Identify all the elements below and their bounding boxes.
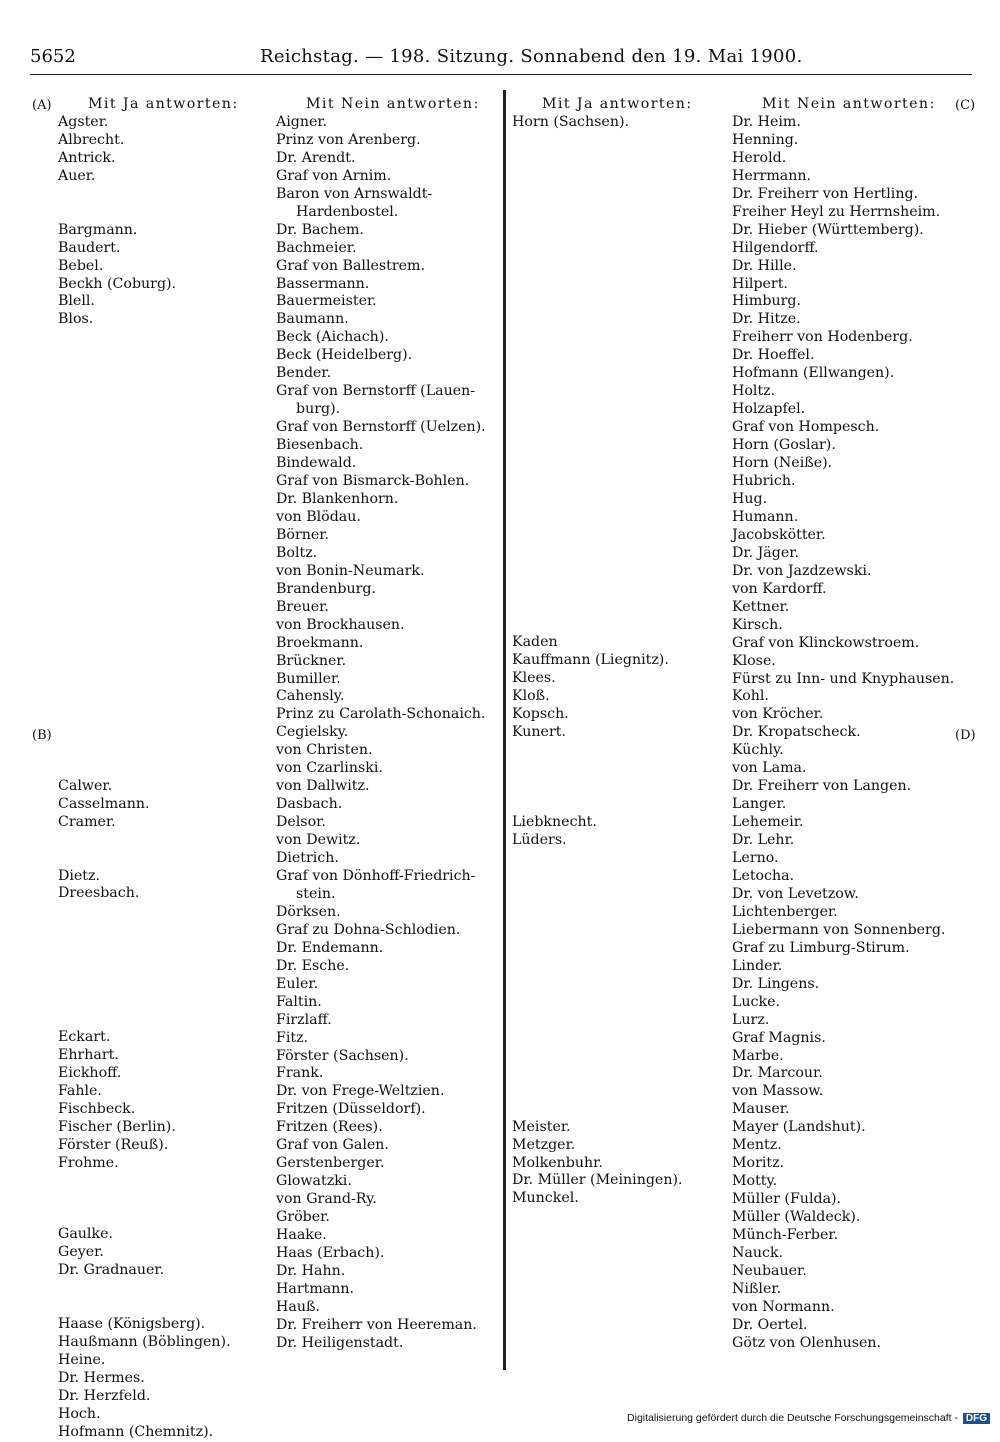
member-name: Dr. Freiherr von Hertling.	[732, 185, 919, 202]
blank-line	[58, 939, 273, 957]
member-name: von Blödau.	[276, 508, 361, 525]
blank-line	[58, 545, 273, 563]
blank-line	[58, 1011, 273, 1029]
member-name: Frank.	[276, 1065, 324, 1082]
blank-line	[58, 186, 273, 204]
member-name: Biesenbach.	[276, 437, 364, 454]
member-name: Börner.	[276, 526, 330, 543]
blank-line	[512, 742, 727, 760]
member-name: Blos.	[58, 311, 94, 328]
member-name: Horn (Neiße).	[732, 455, 833, 472]
member-name: von Dewitz.	[276, 832, 361, 849]
member-name: Bachmeier.	[276, 239, 357, 256]
member-name: Haußmann (Böblingen).	[58, 1334, 231, 1351]
member-name: Casselmann.	[58, 795, 150, 812]
blank-line	[512, 186, 727, 204]
blank-line	[58, 903, 273, 921]
member-name: Faltin.	[276, 993, 322, 1010]
blank-line	[512, 993, 727, 1011]
member-name: Götz von Olenhusen.	[732, 1334, 882, 1351]
member-name: Graf von Ballestrem.	[276, 257, 426, 274]
member-name: Dr. Hoeffel.	[732, 347, 815, 364]
margin-marker-a: (A)	[32, 98, 52, 113]
member-name: Baudert.	[58, 239, 121, 256]
member-name: Hilpert.	[732, 275, 788, 292]
member-name: Bindewald.	[276, 455, 357, 472]
member-name: Motty.	[732, 1173, 778, 1190]
blank-line	[58, 419, 273, 437]
blank-line	[58, 724, 273, 742]
member-name: Lurz.	[732, 1011, 770, 1028]
member-name: Dr. Lingens.	[732, 975, 820, 992]
member-name: Meister.	[512, 1118, 571, 1135]
member-name: Cegielsky.	[276, 724, 349, 741]
member-name: Horn (Goslar).	[732, 437, 836, 454]
member-name: Antrick.	[58, 149, 116, 166]
member-name: Beckh (Coburg).	[58, 275, 177, 292]
member-name: Fürst zu Inn- und Knyphausen.	[732, 670, 955, 687]
member-name: Dr. Endemann.	[276, 939, 384, 956]
column-ja-left	[58, 96, 273, 1442]
member-name: Himburg.	[732, 293, 801, 310]
column-heading: Mit Nein antworten:	[306, 96, 480, 112]
member-name: Dr. Jäger.	[732, 544, 799, 561]
member-name: Kettner.	[732, 598, 790, 615]
member-name: Förster (Reuß).	[58, 1136, 169, 1153]
blank-line	[512, 509, 727, 527]
member-name: Baron von Arnswaldt-	[276, 185, 433, 202]
member-name: Glowatzki.	[276, 1173, 352, 1190]
blank-line	[58, 688, 273, 706]
member-name: Holtz.	[732, 383, 776, 400]
blank-line	[512, 562, 727, 580]
blank-line	[58, 204, 273, 222]
member-name: Marbe.	[732, 1047, 784, 1064]
member-name: Küchly.	[732, 742, 784, 759]
member-name: Graf von Bernstorff (Uelzen).	[276, 419, 486, 436]
column-divider	[503, 90, 506, 1370]
member-name: Baumann.	[276, 311, 349, 328]
member-name: Fritzen (Düsseldorf).	[276, 1101, 426, 1118]
blank-line	[512, 1011, 727, 1029]
blank-line	[58, 975, 273, 993]
member-name: Bender.	[276, 365, 332, 382]
member-name: Dr. von Frege-Weltzien.	[276, 1083, 445, 1100]
member-name: Liebknecht.	[512, 813, 597, 830]
blank-line	[512, 204, 727, 222]
member-name: Graf zu Dohna-Schlodien.	[276, 921, 461, 938]
blank-line	[58, 742, 273, 760]
member-name: Graf von Dönhoff-Friedrich-	[276, 867, 476, 884]
member-name: Delsor.	[276, 814, 326, 831]
member-name: Dr. Bachem.	[276, 221, 364, 238]
member-name: stein.	[296, 885, 336, 902]
blank-line	[58, 706, 273, 724]
blank-line	[58, 473, 273, 491]
margin-marker-d: (D)	[955, 728, 976, 743]
member-name: Gaulke.	[58, 1226, 113, 1243]
member-name: Dasbach.	[276, 796, 343, 813]
member-name: von Bonin-Neumark.	[276, 562, 425, 579]
blank-line	[58, 491, 273, 509]
member-name: Hofmann (Chemnitz).	[58, 1423, 214, 1440]
member-name: Dr. Hieber (Württemberg).	[732, 221, 924, 238]
blank-line	[58, 921, 273, 939]
blank-line	[58, 616, 273, 634]
member-name: Eckart.	[58, 1029, 111, 1045]
member-name: Heine.	[58, 1352, 106, 1369]
member-name: Müller (Fulda).	[732, 1191, 842, 1208]
member-name: Mauser.	[732, 1101, 790, 1118]
member-name: von Dallwitz.	[276, 778, 370, 795]
member-name: Molkenbuhr.	[512, 1154, 603, 1171]
member-name: Graf von Hompesch.	[732, 419, 880, 436]
blank-line	[512, 401, 727, 419]
column-nein-left	[276, 96, 501, 1353]
member-name: Albrecht.	[58, 131, 125, 148]
member-name: Breuer.	[276, 598, 329, 615]
member-name: Lüders.	[512, 831, 567, 848]
member-name: Bauermeister.	[276, 293, 377, 310]
member-name: Graf von Bernstorff (Lauen-	[276, 383, 476, 400]
blank-line	[512, 293, 727, 311]
member-name: Nauck.	[732, 1245, 784, 1261]
member-name: Graf Magnis.	[732, 1029, 826, 1046]
member-name: Munckel.	[512, 1190, 579, 1207]
member-name: Holzapfel.	[732, 401, 806, 418]
member-name: Dr. Kropatscheck.	[732, 724, 861, 741]
blank-line	[512, 957, 727, 975]
member-name: Kloß.	[512, 688, 550, 705]
member-name: Dietz.	[58, 867, 100, 884]
member-name: Kirsch.	[732, 616, 783, 633]
blank-line	[58, 580, 273, 598]
blank-line	[58, 670, 273, 688]
member-name: Hubrich.	[732, 473, 796, 490]
member-name: Letocha.	[732, 867, 795, 884]
member-name: Dr. Hitze.	[732, 311, 801, 328]
member-name: Hilgendorff.	[732, 239, 819, 256]
member-name: Hardenbostel.	[296, 203, 399, 220]
member-name: Mentz.	[732, 1137, 782, 1154]
member-name: Kaden	[512, 634, 558, 651]
member-name: Kopsch.	[512, 705, 569, 722]
member-name: Graf von Bismarck-Bohlen.	[276, 473, 470, 490]
member-name: Langer.	[732, 796, 787, 813]
blank-line	[512, 383, 727, 401]
member-name: von Kröcher.	[732, 706, 824, 723]
member-name: Herrmann.	[732, 167, 812, 184]
member-name: Dörksen.	[276, 903, 341, 920]
member-name: Prinz von Arenberg.	[276, 131, 421, 148]
member-name: Graf zu Limburg-Stirum.	[732, 939, 910, 956]
member-name: Broekmann.	[276, 634, 364, 651]
member-name: Mayer (Landshut).	[732, 1119, 866, 1136]
blank-line	[58, 993, 273, 1011]
member-name: Dr. von Jazdzewski.	[732, 562, 872, 579]
member-name: Dr. Hahn.	[276, 1262, 346, 1279]
member-name: Lehemeir.	[732, 814, 804, 831]
member-name: Brandenburg.	[276, 580, 377, 597]
blank-line	[512, 419, 727, 437]
blank-line	[58, 1191, 273, 1209]
column-ja-right	[512, 96, 727, 1208]
member-name: Dr. Freiherr von Langen.	[732, 778, 912, 795]
blank-line	[512, 778, 727, 796]
member-name: Bargmann.	[58, 221, 138, 238]
blank-line	[512, 1029, 727, 1047]
member-name: Kunert.	[512, 723, 566, 740]
member-name: Haake.	[276, 1227, 327, 1244]
member-name: Dr. Müller (Meiningen).	[512, 1172, 683, 1189]
member-name: Hauß.	[276, 1298, 320, 1315]
member-name: Fischbeck.	[58, 1100, 136, 1117]
member-name: Jacobskötter.	[732, 526, 826, 543]
blank-line	[512, 527, 727, 545]
blank-line	[512, 311, 727, 329]
blank-line	[512, 491, 727, 509]
blank-line	[512, 275, 727, 293]
blank-line	[58, 509, 273, 527]
member-name: Dreesbach.	[58, 885, 140, 902]
member-name: von Czarlinski.	[276, 760, 383, 777]
member-name: Hofmann (Ellwangen).	[732, 365, 895, 382]
member-name: Lichtenberger.	[732, 903, 838, 920]
member-name: Hartmann.	[276, 1280, 355, 1297]
blank-line	[58, 401, 273, 419]
member-name: Münch-Ferber.	[732, 1227, 839, 1244]
blank-line	[512, 760, 727, 778]
member-name: Dr. Freiherr von Heereman.	[276, 1316, 477, 1333]
blank-line	[58, 1298, 273, 1316]
member-name: Aigner.	[276, 113, 328, 130]
member-name: Neubauer.	[732, 1262, 807, 1279]
member-name: Herold.	[732, 149, 787, 166]
member-name: von Brockhausen.	[276, 616, 405, 633]
member-name: Fitz.	[276, 1029, 309, 1046]
member-name: Graf von Klinckowstroem.	[732, 634, 920, 651]
member-name: Dr. von Levetzow.	[732, 885, 859, 902]
blank-line	[58, 1280, 273, 1298]
member-name: Gerstenberger.	[276, 1155, 385, 1172]
member-name: Firzlaff.	[276, 1011, 332, 1028]
blank-line	[512, 796, 727, 814]
member-name: von Kardorff.	[732, 580, 827, 597]
member-name: Fritzen (Rees).	[276, 1119, 383, 1136]
blank-line	[512, 1101, 727, 1119]
blank-line	[58, 383, 273, 401]
blank-line	[512, 347, 727, 365]
member-name: Dietrich.	[276, 850, 339, 867]
member-name: Graf von Arnim.	[276, 167, 392, 184]
member-name: Dr. Heiligenstadt.	[276, 1334, 404, 1351]
member-name: Horn (Sachsen).	[512, 113, 629, 130]
member-name: Dr. Arendt.	[276, 149, 356, 166]
member-name: Metzger.	[512, 1136, 576, 1153]
member-name: Beck (Aichach).	[276, 329, 389, 346]
blank-line	[58, 1209, 273, 1227]
member-name: Gröber.	[276, 1209, 330, 1226]
member-name: Kauffmann (Liegnitz).	[512, 652, 669, 669]
blank-line	[58, 329, 273, 347]
blank-line	[58, 832, 273, 850]
blank-line	[512, 150, 727, 168]
member-name: Graf von Galen.	[276, 1137, 389, 1154]
blank-line	[512, 1065, 727, 1083]
blank-line	[512, 939, 727, 957]
blank-line	[512, 455, 727, 473]
margin-marker-c: (C)	[955, 98, 976, 113]
member-name: von Normann.	[732, 1298, 835, 1315]
blank-line	[58, 527, 273, 545]
member-name: Frohme.	[58, 1154, 119, 1171]
member-name: Henning.	[732, 131, 799, 148]
blank-line	[512, 885, 727, 903]
blank-line	[58, 850, 273, 868]
blank-line	[58, 437, 273, 455]
member-name: Calwer.	[58, 777, 113, 794]
member-name: Cramer.	[58, 813, 116, 830]
blank-line	[512, 975, 727, 993]
member-name: Hoch.	[58, 1405, 101, 1422]
blank-line	[512, 903, 727, 921]
column-heading: Mit Ja antworten:	[542, 96, 693, 112]
page-number: 5652	[30, 46, 76, 67]
member-name: Bassermann.	[276, 275, 370, 292]
member-name: Bebel.	[58, 257, 104, 274]
member-name: Euler.	[276, 975, 319, 992]
member-name: Förster (Sachsen).	[276, 1047, 409, 1064]
blank-line	[58, 760, 273, 778]
member-name: Freiher Heyl zu Herrnsheim.	[732, 203, 941, 220]
blank-line	[58, 455, 273, 473]
blank-line	[58, 957, 273, 975]
blank-line	[512, 616, 727, 634]
blank-line	[58, 634, 273, 652]
member-name: Brückner.	[276, 652, 347, 669]
member-name: Haase (Königsberg).	[58, 1316, 206, 1333]
member-name: Moritz.	[732, 1155, 785, 1172]
member-name: Dr. Hermes.	[58, 1370, 145, 1387]
member-name: Linder.	[732, 957, 783, 974]
blank-line	[512, 132, 727, 150]
member-name: Hug.	[732, 490, 768, 507]
member-name: Cahensly.	[276, 688, 345, 705]
member-name: Dr. Oertel.	[732, 1316, 808, 1333]
column-heading: Mit Ja antworten:	[88, 96, 239, 112]
member-name: Bumiller.	[276, 670, 341, 687]
column-heading: Mit Nein antworten:	[762, 96, 936, 112]
member-name: Fahle.	[58, 1082, 102, 1099]
dfg-logo: DFG	[963, 1413, 990, 1424]
blank-line	[512, 365, 727, 383]
member-name: Agster.	[58, 113, 109, 130]
member-name: Dr. Hille.	[732, 257, 797, 274]
blank-line	[512, 222, 727, 240]
blank-line	[512, 1047, 727, 1065]
member-name: Ehrhart.	[58, 1046, 119, 1063]
member-name: Fischer (Berlin).	[58, 1118, 176, 1135]
member-name: Blell.	[58, 293, 95, 310]
blank-line	[512, 598, 727, 616]
blank-line	[58, 1173, 273, 1191]
page-header	[30, 46, 970, 72]
blank-line	[512, 921, 727, 939]
member-name: von Grand-Ry.	[276, 1191, 377, 1208]
member-name: burg).	[296, 401, 341, 418]
header-rule	[30, 74, 972, 75]
member-name: Nißler.	[732, 1280, 782, 1297]
footer-text: Digitalisierung gefördert durch die Deutsche Forschungsgemeinschaft -	[627, 1412, 958, 1424]
member-name: Prinz zu Carolath-Schonaich.	[276, 706, 486, 723]
member-name: Dr. Heim.	[732, 113, 801, 130]
member-name: Müller (Waldeck).	[732, 1209, 861, 1226]
member-name: Dr. Blankenhorn.	[276, 490, 399, 507]
member-name: Dr. Esche.	[276, 957, 350, 974]
member-name: Dr. Marcour.	[732, 1065, 823, 1082]
member-name: Kohl.	[732, 688, 769, 705]
blank-line	[512, 867, 727, 885]
member-name: Humann.	[732, 508, 799, 525]
member-name: Klose.	[732, 652, 776, 669]
blank-line	[512, 544, 727, 562]
member-name: Lucke.	[732, 993, 781, 1010]
blank-line	[512, 168, 727, 186]
member-name: Liebermann von Sonnenberg.	[732, 921, 946, 938]
member-name: Dr. Herzfeld.	[58, 1387, 151, 1404]
footer-credit	[627, 1412, 990, 1424]
blank-line	[58, 347, 273, 365]
blank-line	[58, 365, 273, 383]
blank-line	[58, 598, 273, 616]
blank-line	[512, 329, 727, 347]
page-title: Reichstag. — 198. Sitzung. Sonnabend den 19. Mai 1900.	[260, 46, 803, 67]
member-name: Boltz.	[276, 544, 318, 561]
blank-line	[512, 437, 727, 455]
blank-line	[58, 563, 273, 581]
blank-line	[512, 257, 727, 275]
member-name: Dr. Lehr.	[732, 832, 795, 849]
blank-line	[512, 473, 727, 491]
member-name: Eickhoff.	[58, 1064, 122, 1081]
member-name: Dr. Gradnauer.	[58, 1262, 165, 1279]
member-name: Lerno.	[732, 850, 779, 867]
member-name: Geyer.	[58, 1244, 104, 1261]
member-name: Auer.	[58, 167, 96, 184]
member-name: Haas (Erbach).	[276, 1245, 385, 1261]
blank-line	[58, 652, 273, 670]
member-name: Freiherr von Hodenberg.	[732, 329, 913, 346]
blank-line	[512, 240, 727, 258]
member-name: von Christen.	[276, 742, 373, 759]
member-name: von Massow.	[732, 1083, 824, 1100]
member-name: von Lama.	[732, 760, 807, 777]
column-nein-right	[732, 96, 957, 1353]
blank-line	[512, 580, 727, 598]
margin-marker-b: (B)	[32, 728, 52, 743]
member-name: Klees.	[512, 670, 556, 687]
member-name: Beck (Heidelberg).	[276, 347, 413, 364]
blank-line	[512, 1083, 727, 1101]
blank-line	[512, 850, 727, 868]
